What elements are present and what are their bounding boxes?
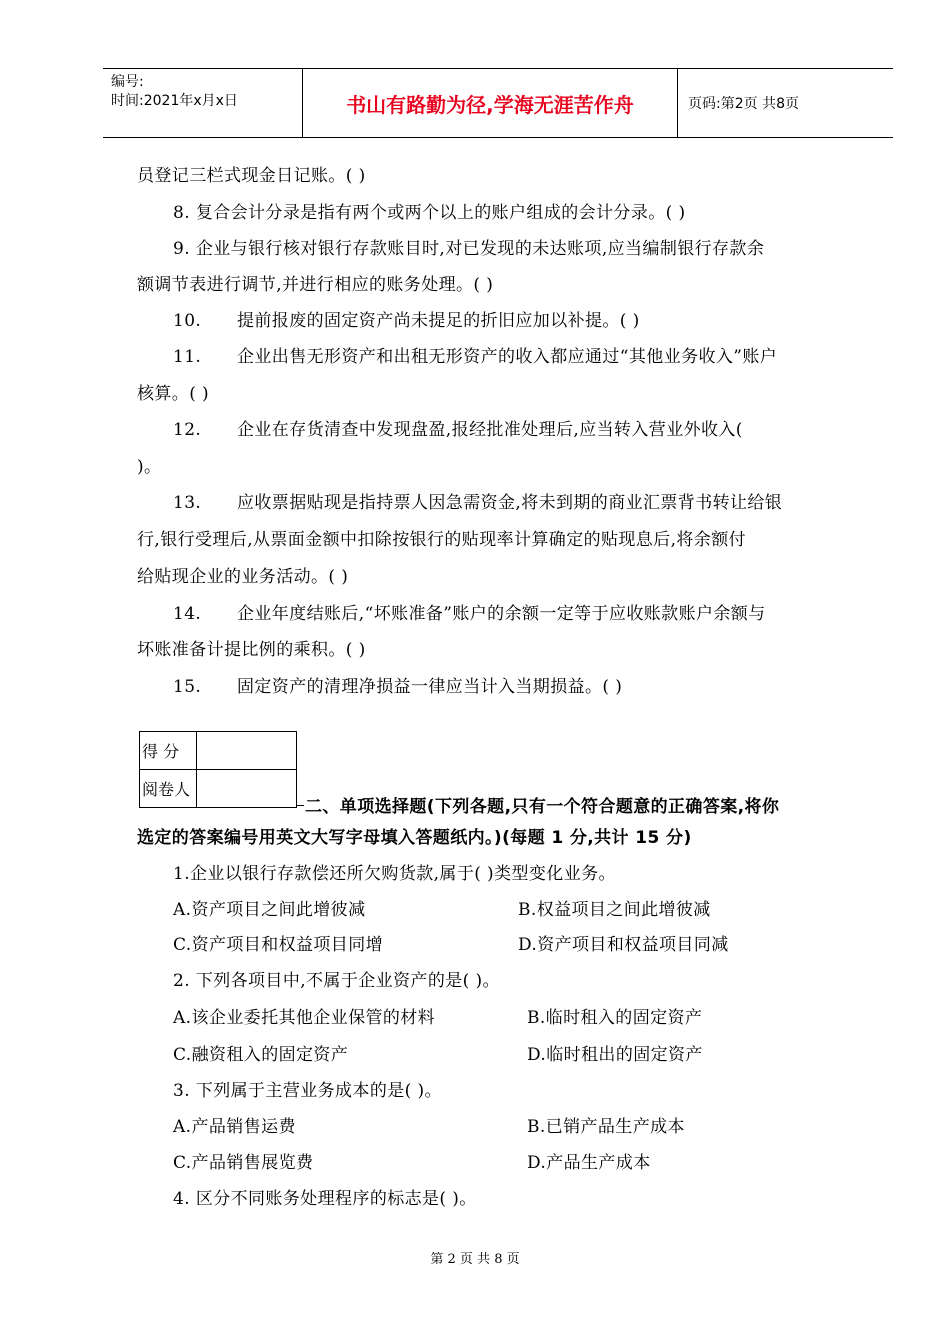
score-box-underline [297, 805, 304, 806]
grader-row [140, 770, 297, 808]
mc-q3-option-d: D.产品生产成本 [527, 1153, 651, 1173]
question-13 [173, 488, 898, 513]
score-label: 得 分 [140, 732, 197, 770]
header-info [103, 69, 303, 137]
question-12-line2: )。 [137, 457, 162, 477]
section-2-title-line2: 选定的答案编号用英文大写字母填入答题纸内。)(每题 1 分,共计 15 分) [137, 828, 692, 848]
mc-q3-option-a: A.产品销售运费 [173, 1117, 296, 1137]
mc-q1-option-c: C.资产项目和权益项目同增 [173, 935, 384, 955]
question-14-line2: 坏账准备计提比例的乘积。( ) [137, 640, 366, 660]
score-cell [197, 732, 297, 770]
number-label: 编号: [111, 74, 144, 90]
mc-q3-option-c: C.产品销售展览费 [173, 1153, 314, 1173]
question-11-line2: 核算。( ) [137, 384, 210, 404]
question-number: 15. [173, 677, 202, 697]
score-row [140, 732, 297, 770]
grader-label: 阅卷人 [140, 770, 197, 808]
question-number: 13. [173, 493, 202, 513]
question-12 [173, 415, 898, 440]
question-7-continuation: 员登记三栏式现金日记账。( ) [137, 166, 366, 186]
time-label: 时间:2021年x月x日 [111, 93, 238, 109]
question-8: 8. 复合会计分录是指有两个或两个以上的账户组成的会计分录。( ) [173, 203, 686, 223]
question-13-line2: 行,银行受理后,从票面金额中扣除按银行的贴现率计算确定的贴现息后,将余额付 [137, 530, 747, 550]
mc-q3-option-b: B.已销产品生产成本 [527, 1117, 685, 1137]
question-14 [173, 599, 898, 624]
question-text: 企业年度结账后,“坏账准备”账户的余额一定等于应收账款账户余额与 [237, 604, 766, 624]
score-box [139, 731, 297, 808]
question-9-line2: 额调节表进行调节,并进行相应的账务处理。( ) [137, 275, 494, 295]
question-10 [173, 306, 898, 331]
question-number: 11. [173, 347, 202, 367]
header-page-label: 页码:第2页 共8页 [688, 96, 799, 112]
mc-question-1: 1.企业以银行存款偿还所欠购货款,属于( )类型变化业务。 [173, 864, 616, 884]
mc-q2-option-c: C.融资租入的固定资产 [173, 1045, 349, 1065]
mc-question-2: 2. 下列各项目中,不属于企业资产的是( )。 [173, 971, 500, 991]
section-2-title-line1: 二、单项选择题(下列各题,只有一个符合题意的正确答案,将你 [305, 797, 780, 817]
header-motto: 书山有路勤为径,学海无涯苦作舟 [303, 69, 678, 137]
question-number: 14. [173, 604, 202, 624]
mc-q2-option-a: A.该企业委托其他企业保管的材料 [173, 1008, 436, 1028]
question-9-line1: 9. 企业与银行核对银行存款账目时,对已发现的未达账项,应当编制银行存款余 [173, 239, 765, 259]
mc-q2-option-d: D.临时租出的固定资产 [527, 1045, 703, 1065]
grader-cell [197, 770, 297, 808]
mc-q1-option-a: A.资产项目之间此增彼减 [173, 900, 366, 920]
mc-q1-option-d: D.资产项目和权益项目同减 [518, 935, 729, 955]
question-text: 企业出售无形资产和出租无形资产的收入都应通过“其他业务收入”账户 [237, 347, 778, 367]
question-text: 应收票据贴现是指持票人因急需资金,将未到期的商业汇票背书转让给银 [237, 493, 783, 513]
page-header [103, 68, 893, 138]
mc-question-4: 4. 区分不同账务处理程序的标志是( )。 [173, 1189, 477, 1209]
question-text: 提前报废的固定资产尚未提足的折旧应加以补提。( ) [237, 311, 640, 331]
question-13-line3: 给贴现企业的业务活动。( ) [137, 567, 349, 587]
question-text: 固定资产的清理净损益一律应当计入当期损益。( ) [237, 677, 623, 697]
page-footer: 第 2 页 共 8 页 [430, 1252, 520, 1267]
question-number: 10. [173, 311, 202, 331]
question-number: 12. [173, 420, 202, 440]
mc-q1-option-b: B.权益项目之间此增彼减 [518, 900, 711, 920]
question-15 [173, 672, 898, 697]
question-11 [173, 342, 898, 367]
question-text: 企业在存货清查中发现盘盈,报经批准处理后,应当转入营业外收入( [237, 420, 743, 440]
mc-q2-option-b: B.临时租入的固定资产 [527, 1008, 703, 1028]
mc-question-3: 3. 下列属于主营业务成本的是( )。 [173, 1081, 442, 1101]
